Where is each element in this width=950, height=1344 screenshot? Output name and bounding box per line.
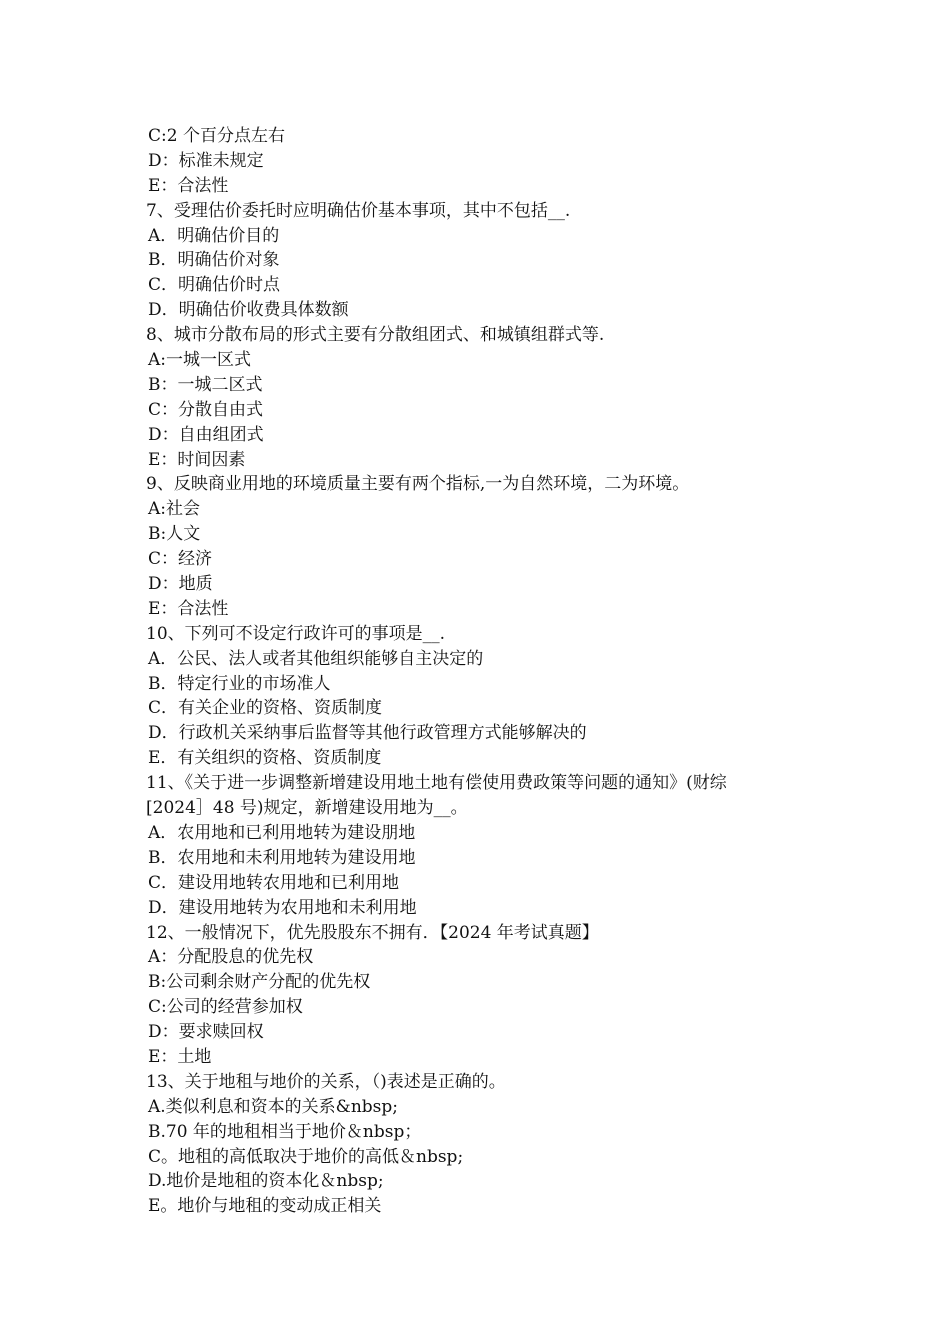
answer-option-line: B:人文: [148, 524, 201, 545]
answer-option-line: E：合法性: [148, 598, 229, 619]
answer-option-line: A．农用地和已利用地转为建设朋地: [148, 822, 416, 843]
question-line: 9、反映商业用地的环境质量主要有两个指标,一为自然环境，二为环境。: [146, 474, 690, 495]
answer-option-line: C：分散自由式: [148, 399, 264, 420]
answer-option-line: E．有关组织的资格、资质制度: [148, 748, 382, 769]
answer-option-line: B．农用地和未利用地转为建设用地: [148, 847, 416, 868]
answer-option-line: A.类似利息和资本的关系&nbsp;: [148, 1096, 398, 1117]
answer-option-line: A．明确估价目的: [148, 225, 280, 246]
question-line: 12、一般情况下，优先股股东不拥有．【2024 年考试真题】: [146, 922, 599, 943]
answer-option-line: D：地质: [148, 574, 213, 595]
question-line: 10、下列可不设定行政许可的事项是__.: [146, 623, 446, 644]
answer-option-line: C：经济: [148, 549, 213, 570]
question-line: 13、关于地租与地价的关系，（)表述是正确的。: [146, 1071, 506, 1092]
answer-option-line: C．建设用地转农用地和已利用地: [148, 872, 400, 893]
answer-option-line: D：要求赎回权: [148, 1022, 264, 1043]
answer-option-line: E：土地: [148, 1046, 212, 1067]
answer-option-line: D：自由组团式: [148, 424, 264, 445]
answer-option-line: D．行政机关采纳事后监督等其他行政管理方式能够解决的: [148, 723, 587, 744]
answer-option-line: B．明确估价对象: [148, 250, 280, 271]
question-line: 11、《关于进一步调整新增建设用地土地有偿使用费政策等问题的通知》(财综: [146, 773, 727, 794]
answer-option-line: C．有关企业的资格、资质制度: [148, 698, 383, 719]
answer-option-line: D．明确估价收费具体数额: [148, 300, 349, 321]
answer-option-line: C:公司的经营参加权: [148, 997, 303, 1018]
answer-option-line: B:公司剩余财产分配的优先权: [148, 972, 371, 993]
answer-option-line: D：标准未规定: [148, 150, 264, 171]
question-line: 8、城市分散布局的形式主要有分散组团式、和城镇组群式等.: [146, 325, 605, 346]
answer-option-line: A:社会: [148, 499, 201, 520]
document-body: [146, 124, 814, 1219]
answer-option-line: C．明确估价时点: [148, 275, 281, 296]
answer-option-line: A．公民、法人或者其他组织能够自主决定的: [148, 648, 484, 669]
answer-option-line: E：合法性: [148, 175, 229, 196]
answer-option-line: B.70 年的地租相当于地价＆nbsp；: [148, 1121, 422, 1142]
answer-option-line: D．建设用地转为农用地和未利用地: [148, 897, 417, 918]
answer-option-line: A:一城一区式: [148, 350, 252, 371]
answer-option-line: B：一城二区式: [148, 374, 263, 395]
answer-option-line: E：时间因素: [148, 449, 246, 470]
answer-option-line: C:2 个百分点左右: [148, 126, 285, 146]
answer-option-line: E。地价与地租的变动成正相关: [148, 1196, 382, 1217]
question-line: 7、受理估价委托时应明确估价基本事项，其中不包括__.: [146, 200, 571, 221]
question-line: [2024］48 号)规定，新增建设用地为__。: [146, 798, 468, 819]
answer-option-line: D.地价是地租的资本化＆nbsp;: [148, 1171, 384, 1192]
answer-option-line: B．特定行业的市场准人: [148, 673, 331, 694]
answer-option-line: C。地租的高低取决于地价的高低＆nbsp;: [148, 1146, 464, 1167]
answer-option-line: A：分配股息的优先权: [148, 947, 314, 968]
